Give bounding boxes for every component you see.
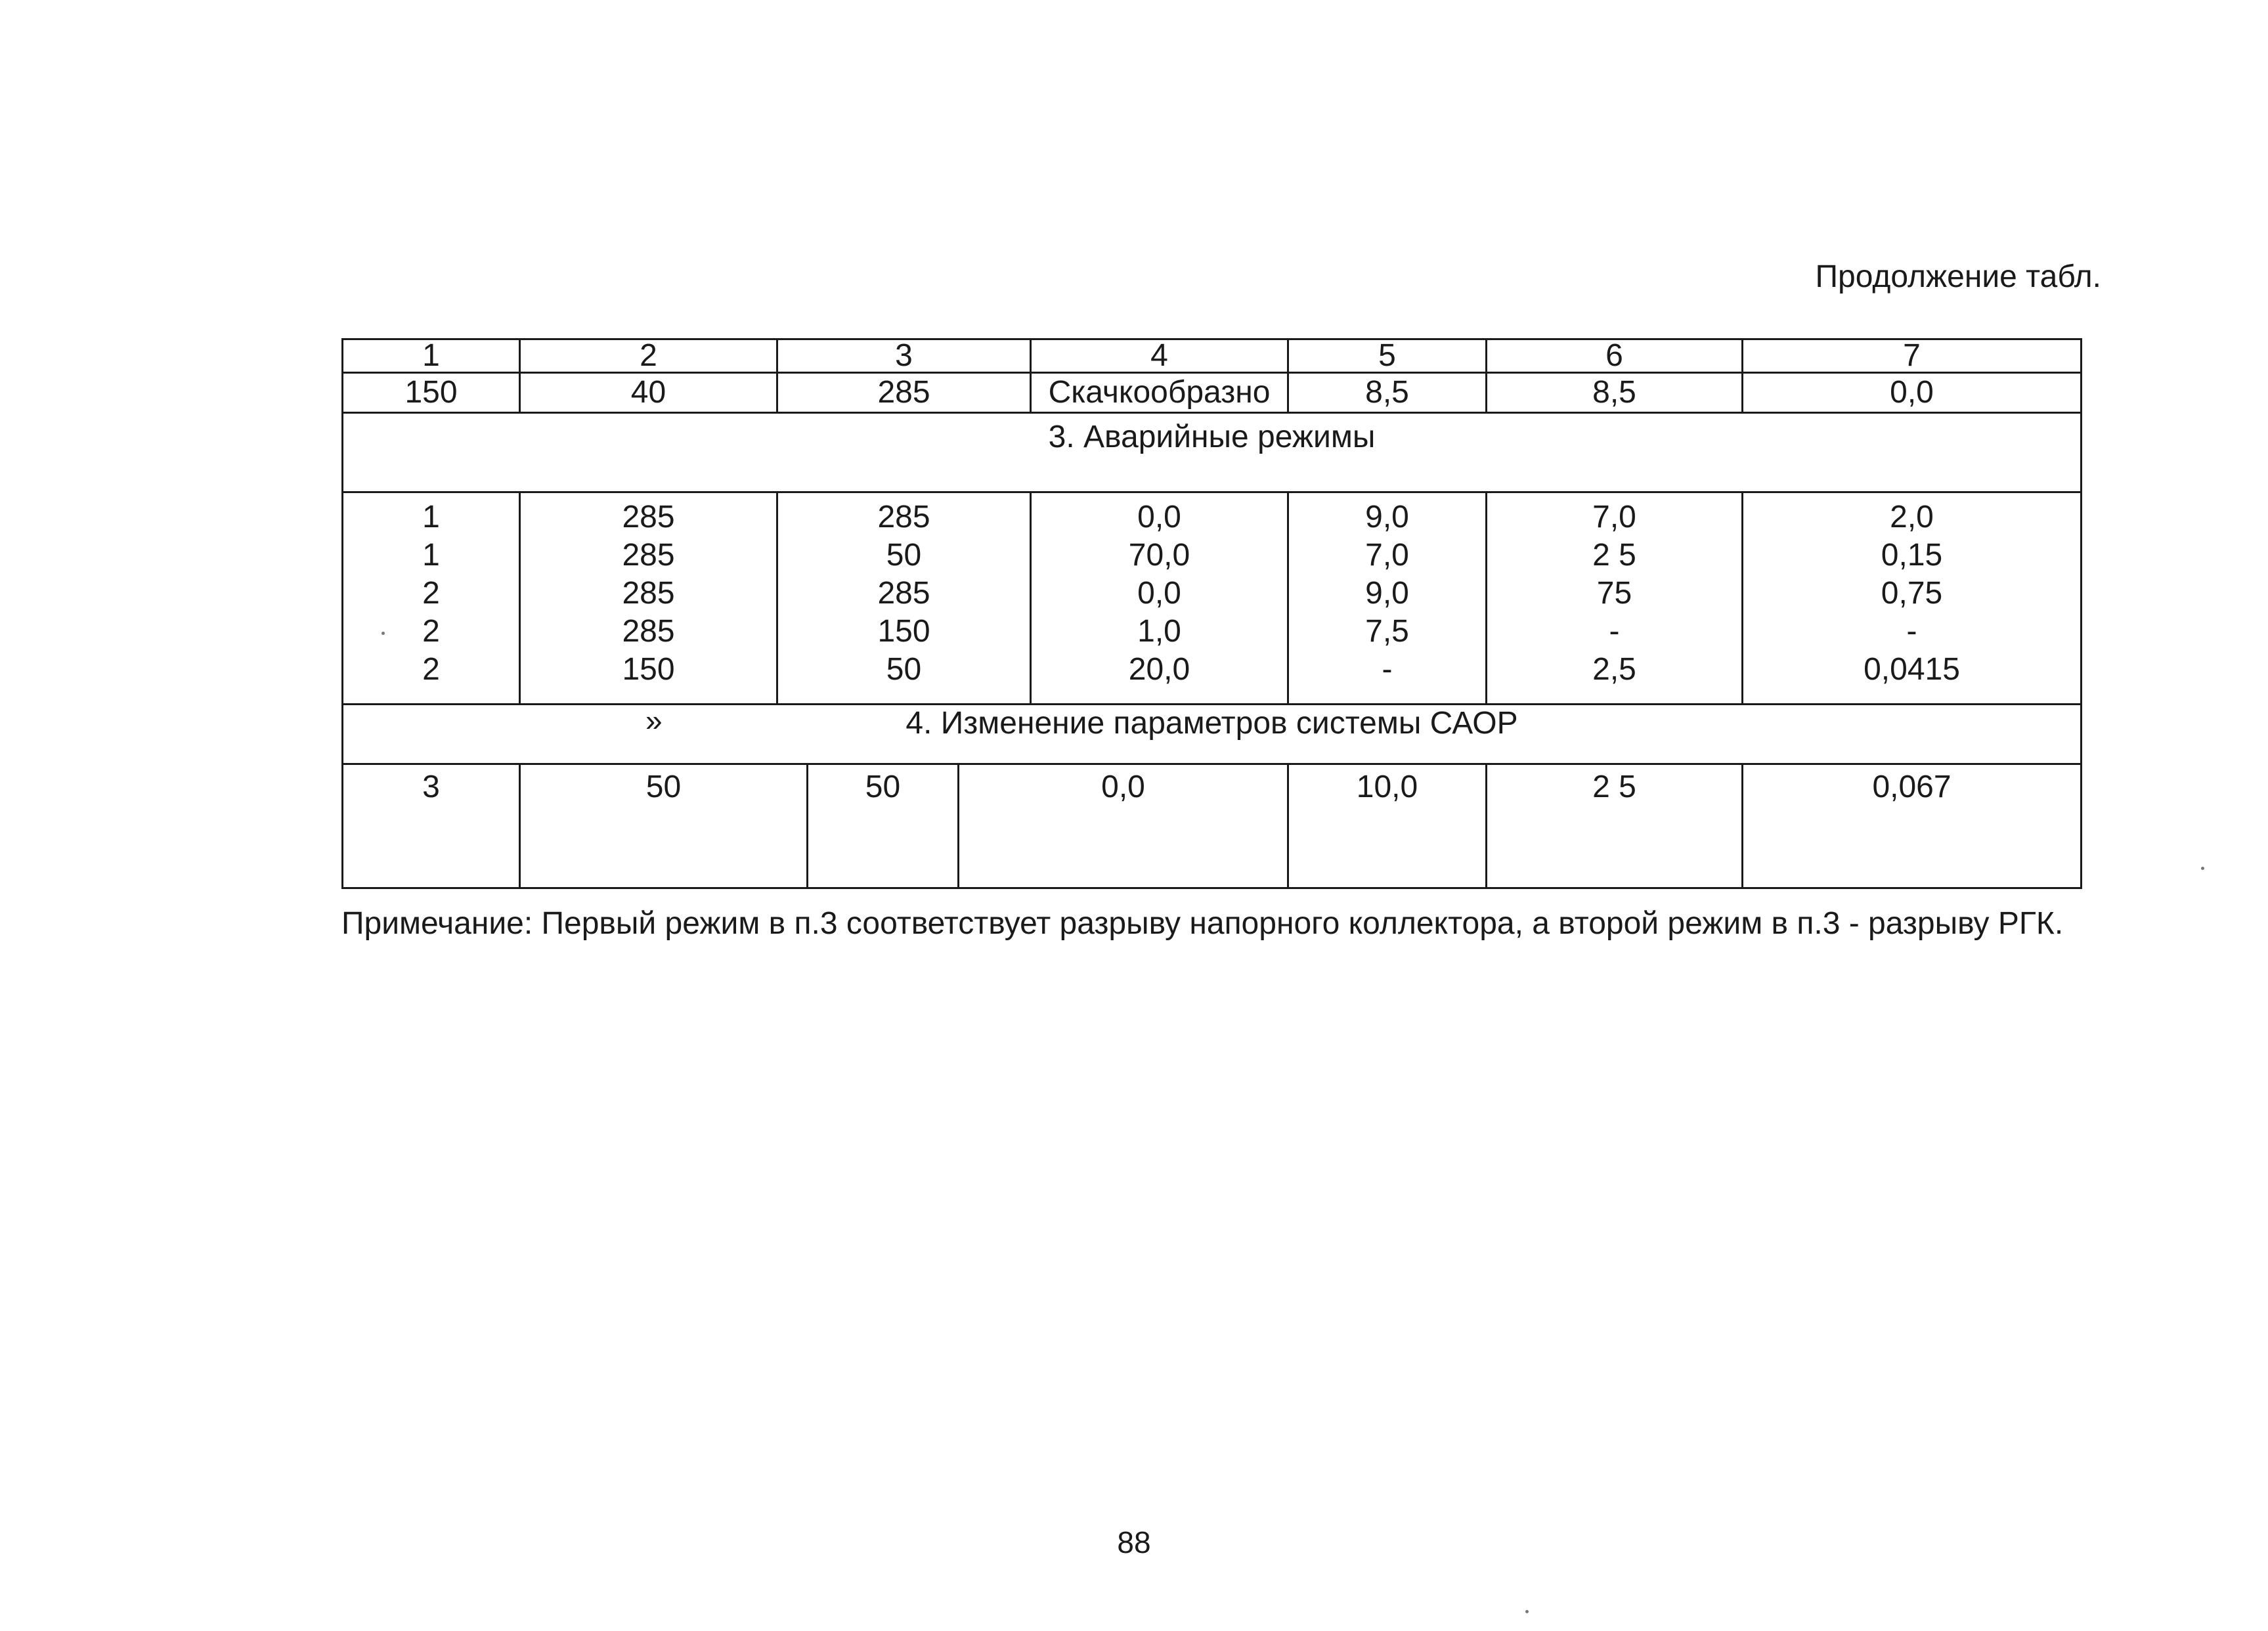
table-row — [343, 373, 2082, 413]
table-cell-group — [520, 764, 1288, 888]
table-cell: - — [1382, 652, 1393, 687]
table-cell: 7,5 — [1365, 614, 1409, 649]
table-cell: - — [1609, 614, 1620, 649]
header-cell: 7 — [1743, 339, 2082, 373]
table-cell: 7,0 — [1365, 538, 1409, 573]
table-cell-stack — [1288, 492, 1487, 705]
table-cell: 8,5 — [1288, 373, 1487, 413]
scan-speck — [1525, 1610, 1529, 1613]
table-cell: 1,0 — [1137, 614, 1181, 649]
table-cell: 285 — [622, 576, 675, 611]
table-cell: 150 — [343, 373, 520, 413]
page-number: 88 — [1117, 1525, 1151, 1559]
header-cell: 6 — [1487, 339, 1743, 373]
table-cell: 70,0 — [1128, 538, 1190, 573]
table-header-row — [343, 339, 2082, 373]
table-cell: 2 5 — [1487, 764, 1743, 888]
table-cell: 10,0 — [1288, 764, 1487, 888]
table-cell: 150 — [877, 614, 930, 649]
section-heading-row — [343, 705, 2082, 764]
section-heading-4 — [343, 705, 2082, 764]
table-cell: 7,0 — [1592, 500, 1636, 534]
table-cell: 1 — [422, 500, 440, 534]
table-cell: 40 — [520, 373, 777, 413]
table-cell: 150 — [622, 652, 675, 687]
table-cell: 285 — [622, 500, 675, 534]
table-cell: 285 — [622, 538, 675, 573]
table-cell-stack — [777, 492, 1031, 705]
continuation-label: Продолжение табл. — [1815, 259, 2101, 294]
table-cell: 285 — [622, 614, 675, 649]
table-row — [343, 764, 2082, 888]
table-cell: 9,0 — [1365, 576, 1409, 611]
table-cell: 1 — [422, 538, 440, 573]
scan-speck — [2201, 867, 2204, 870]
table-cell: 50 — [521, 765, 808, 887]
table-cell: 0,0 — [1101, 770, 1145, 804]
table-cell: 3 — [343, 764, 520, 888]
section-title: 3. Аварийные режимы — [1048, 420, 1376, 454]
table-cell: 2 — [422, 652, 440, 687]
table-cell: Скачкообразно — [1031, 373, 1288, 413]
header-cell: 2 — [520, 339, 777, 373]
quote-mark: » — [645, 704, 663, 737]
table-cell: 0,067 — [1743, 764, 2082, 888]
table-cell: 0,0 — [1137, 500, 1181, 534]
header-cell: 1 — [343, 339, 520, 373]
table-cell: - — [1906, 614, 1917, 649]
table-cell-stack — [343, 492, 520, 705]
table-cell: 50 — [886, 538, 922, 573]
table-cell: 8,5 — [1487, 373, 1743, 413]
header-cell: 4 — [1031, 339, 1288, 373]
table-cell: 2 — [422, 614, 440, 649]
table-cell: 285 — [877, 500, 930, 534]
table-cell-stack — [520, 492, 777, 705]
table-cell: 285 — [777, 373, 1031, 413]
table-cell: 0,0 — [1137, 576, 1181, 611]
table-cell: 75 — [1596, 576, 1632, 611]
table-cell: 0,0 — [1743, 373, 2082, 413]
table-cell: 50 — [886, 652, 922, 687]
table-cell: 50 — [808, 765, 959, 887]
header-cell: 3 — [777, 339, 1031, 373]
table-cell: 0,75 — [1881, 576, 1943, 611]
table-cell-stack — [1487, 492, 1743, 705]
table-cell: 2,0 — [1890, 500, 1934, 534]
table-cell: 2,5 — [1592, 652, 1636, 687]
section-heading-row — [343, 413, 2082, 492]
table-cell: 9,0 — [1365, 500, 1409, 534]
table-row-block — [343, 492, 2082, 705]
scan-speck — [382, 632, 385, 635]
table-cell-stack — [1743, 492, 2082, 705]
table-cell-stack — [1031, 492, 1288, 705]
table-cell: 0,0415 — [1864, 652, 1960, 687]
table-note: Примечание: Первый режим в п.3 соответствует разрыву напорного коллектора, а второй режим в п.3 - разрыву РГК. — [341, 906, 2064, 941]
section-heading-3 — [343, 413, 2082, 492]
table-cell: 20,0 — [1128, 652, 1190, 687]
table-cell: 0,15 — [1881, 538, 1943, 573]
header-cell: 5 — [1288, 339, 1487, 373]
table-cell: 285 — [877, 576, 930, 611]
table-cell: 2 — [422, 576, 440, 611]
cell-group-grid — [521, 765, 1287, 887]
table-cell: 2 5 — [1592, 538, 1636, 573]
section-title: 4. Изменение параметров системы САОР — [905, 706, 1518, 741]
data-table — [341, 338, 2082, 889]
